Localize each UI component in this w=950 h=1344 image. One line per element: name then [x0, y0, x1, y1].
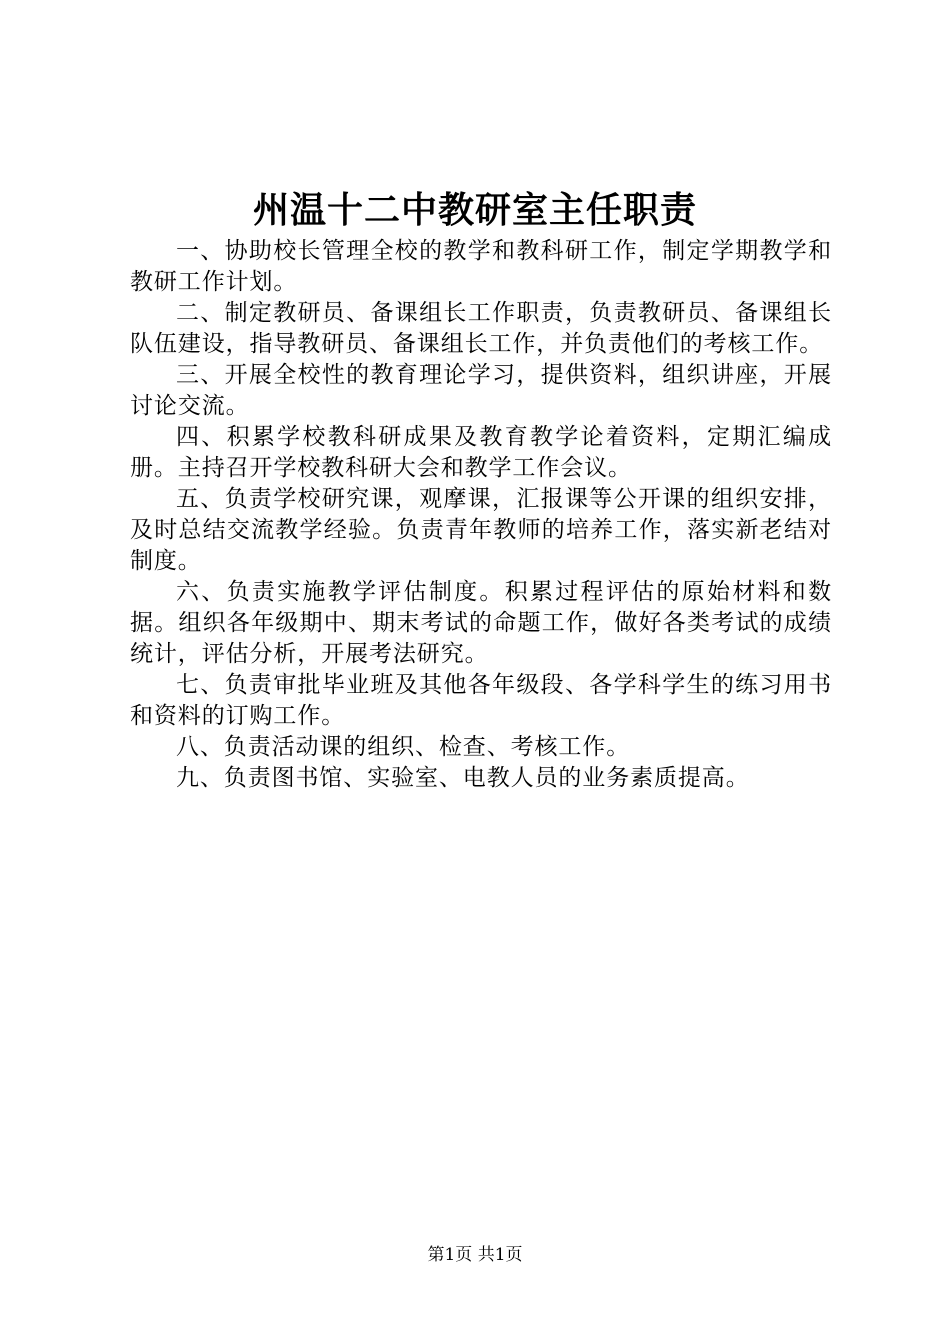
- page-number-footer: 第1页 共1页: [427, 1245, 523, 1265]
- paragraph-2: 二、制定教研员、备课组长工作职责，负责教研员、备课组长队伍建设，指导教研员、备课组长工作，并负责他们的考核工作。: [130, 300, 832, 357]
- paragraph-9: 九、负责图书馆、实验室、电教人员的业务素质提高。: [176, 765, 750, 791]
- paragraph-4: 四、积累学校教科研成果及教育教学论着资料，定期汇编成册。主持召开学校教科研大会和教学工作会议。: [130, 424, 832, 481]
- paragraph-5: 五、负责学校研究课，观摩课，汇报课等公开课的组织安排，及时总结交流教学经验。负责青年教师的培养工作，落实新老结对制度。: [130, 486, 832, 574]
- paragraph-8: 八、负责活动课的组织、检查、考核工作。: [176, 734, 631, 760]
- paragraph-3: 三、开展全校性的教育理论学习，提供资料，组织讲座，开展讨论交流。: [130, 362, 832, 419]
- paragraph-6: 六、负责实施教学评估制度。积累过程评估的原始材料和数据。组织各年级期中、期末考试的命题工作，做好各类考试的成绩统计，评估分析，开展考法研究。: [130, 579, 832, 667]
- document-body: [130, 236, 832, 794]
- paragraph-7: 七、负责审批毕业班及其他各年级段、各学科学生的练习用书和资料的订购工作。: [130, 672, 832, 729]
- paragraph-1: 一、协助校长管理全校的教学和教科研工作，制定学期教学和教研工作计划。: [130, 238, 832, 295]
- page-title: 州温十二中教研室主任职责: [252, 189, 697, 231]
